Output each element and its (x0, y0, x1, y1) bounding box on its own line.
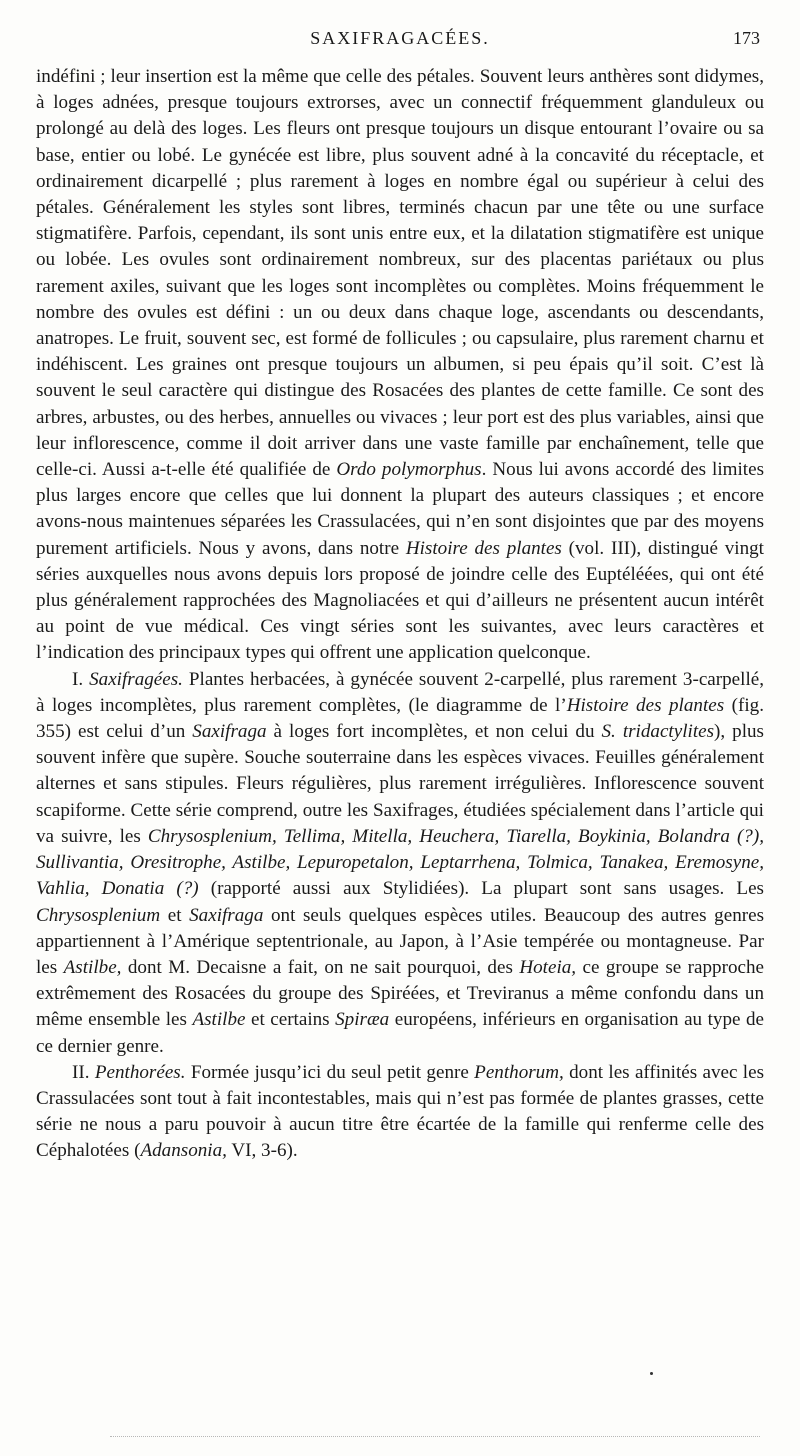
text-run: à loges fort incomplètes, et non celui du (266, 721, 602, 743)
italic-run: Saxifraga (192, 721, 267, 743)
text-run: (rapporté aussi aux Stylidiées). La plupart sont sans usages. Les (198, 878, 764, 900)
italic-run: Adansonia, (140, 1140, 227, 1162)
ink-speck (650, 1372, 653, 1375)
italic-run: Ordo polymorphus (336, 459, 482, 481)
text-run: ), plus souvent infère que supère. Souche souterraine dans les espèces vivaces. Feuilles généralement alternes et sans stipules. Fleurs régulières, plus rarement irrégulières. Inflorescence souvent scapiforme. Cette série comprend, outre les Saxifrages, étudiées spécialement dans l’article qui va suivre, les (36, 721, 764, 847)
italic-run: Hoteia, (519, 956, 577, 978)
text-run: dont M. Decaisne a fait, on ne sait pourquoi, des (121, 956, 520, 978)
text-run: (fig. 355) est celui d’un (36, 694, 764, 743)
body-text (36, 64, 764, 1165)
text-run: européens, inférieurs en organisation au type de ce dernier genre. (36, 1009, 764, 1057)
italic-run: Histoire des plantes (405, 537, 562, 559)
bottom-edge-artifact (110, 1436, 760, 1437)
text-run: et certains (245, 1009, 336, 1031)
italic-run: Saxifraga (189, 904, 264, 926)
text-run: Formée jusqu’ici du seul petit genre (185, 1061, 475, 1083)
section-title: Saxifragées. (89, 668, 183, 690)
italic-run: Histoire des plantes (566, 694, 725, 716)
italic-run: Chrysosplenium (36, 904, 161, 926)
italic-run: S. tridactylites (601, 721, 715, 743)
section-title: Penthorées. (94, 1061, 186, 1083)
italic-run: Astilbe, (63, 956, 122, 978)
text-run: dont les affinités avec les Crassulacées sont tout à fait incontestables, mais qui n’est pas formée de plantes grasses, cette série ne nous a paru pouvoir à aucun titre être écartée de la famille qui renferme celle des Céphalotées ( (36, 1061, 765, 1162)
text-run: indéfini ; leur insertion est la même que celle des pétales. Souvent leurs anthères sont didymes, à loges adnées, presque toujours extrorses, avec un connectif fréquemment glanduleux ou prolongé au delà des loges. Les fleurs ont presque toujours un disque entourant l’ovaire ou sa base, entier ou lobé. Le gynécée est libre, plus souvent adné à la concavité du réceptacle, et ordinairement dicarpellé ; plus rarement à loges en nombre égal ou supérieur à celui des pétales. Généralement les styles sont libres, terminés chacun par une tête ou une surface stigmatifère. Parfois, cependant, ils sont unis entre eux, et la dilatation stigmatifère est unique ou lobée. Les ovules sont ordinairement nombreux, sur des placentas pariétaux ou plus rarement axiles, suivant que les loges sont incomplètes ou complètes. Moins fréquemment le nombre des ovules est défini : un ou deux dans chaque loge, ascendants ou descendants, anatropes. Le fruit, souvent sec, est formé de follicules ; ou capsulaire, plus rarement charnu et indéhiscent. Les graines ont presque toujours un albumen, si peu épais qu’il soit. C’est là souvent le seul caractère qui distingue des Rosacées des plantes de cette famille. Ce sont des arbres, arbustes, ou des herbes, annuelles ou vivaces ; leur port est des plus variables, ainsi que leur inflorescence, comme il doit arriver dans une vaste famille par enchaînement, telle que celle-ci. Aussi a-t-elle été qualifiée de (36, 66, 764, 481)
section-number: I. (72, 668, 90, 690)
paragraph-intro (36, 64, 764, 667)
section-number: II. (72, 1061, 95, 1083)
italic-run: Chrysosplenium, Tellima, Mitella, Heuchera, Tiarella, Boykinia, Bolandra (?), Sullivantia, Oresitrophe, Astilbe, Lepuropetalon, Leptarrhena, Tolmica, Tanakea, Eremosyne, Vahlia, Donatia (?) (36, 825, 764, 900)
text-run: . Nous lui avons accordé des limites plus larges encore que celles que lui donnent la plupart des auteurs classiques ; et encore avons-nous maintenues séparées les Crassulacées, qui n’en sont disjointes que par des moyens purement artificiels. Nous y avons, dans notre (36, 459, 765, 559)
text-run: (vol. III), distingué vingt séries auxquelles nous avons depuis lors proposé de joindre celle des Euptéléées, qui ont été plus généralement rapprochées des Magnoliacées et qui d’ailleurs ne présentent aucun intérêt au point de vue médical. Ces vingt séries sont les suivantes, avec leurs caractères et l’indication des principaux types qui offrent une application quelconque. (36, 537, 764, 664)
text-run: Plantes herbacées, à gynécée souvent 2-carpellé, plus rarement 3-carpellé, à loges incomplètes, plus rarement complètes, (le diagramme de l’ (36, 668, 765, 716)
text-run: VI, 3-6). (226, 1140, 298, 1162)
italic-run: Astilbe (192, 1009, 246, 1031)
text-run: ce groupe se rapproche extrêmement des Rosacées du groupe des Spiréées, et Treviranus a même confondu dans un même ensemble les (36, 956, 764, 1031)
running-title: SAXIFRAGACÉES. (310, 28, 490, 48)
paragraph-saxifragees (36, 667, 764, 1060)
running-head (36, 28, 764, 52)
italic-run: Spiræa (335, 1009, 390, 1031)
page-number: 173 (733, 28, 760, 48)
text-run: ont seuls quelques espèces utiles. Beaucoup des autres genres appartiennent à l’Amérique septentrionale, au Japon, à l’Asie tempérée ou montagneuse. Par les (36, 904, 765, 978)
italic-run: Penthorum, (474, 1061, 564, 1083)
text-run: et (160, 904, 190, 926)
paragraph-penthorees (36, 1060, 764, 1165)
